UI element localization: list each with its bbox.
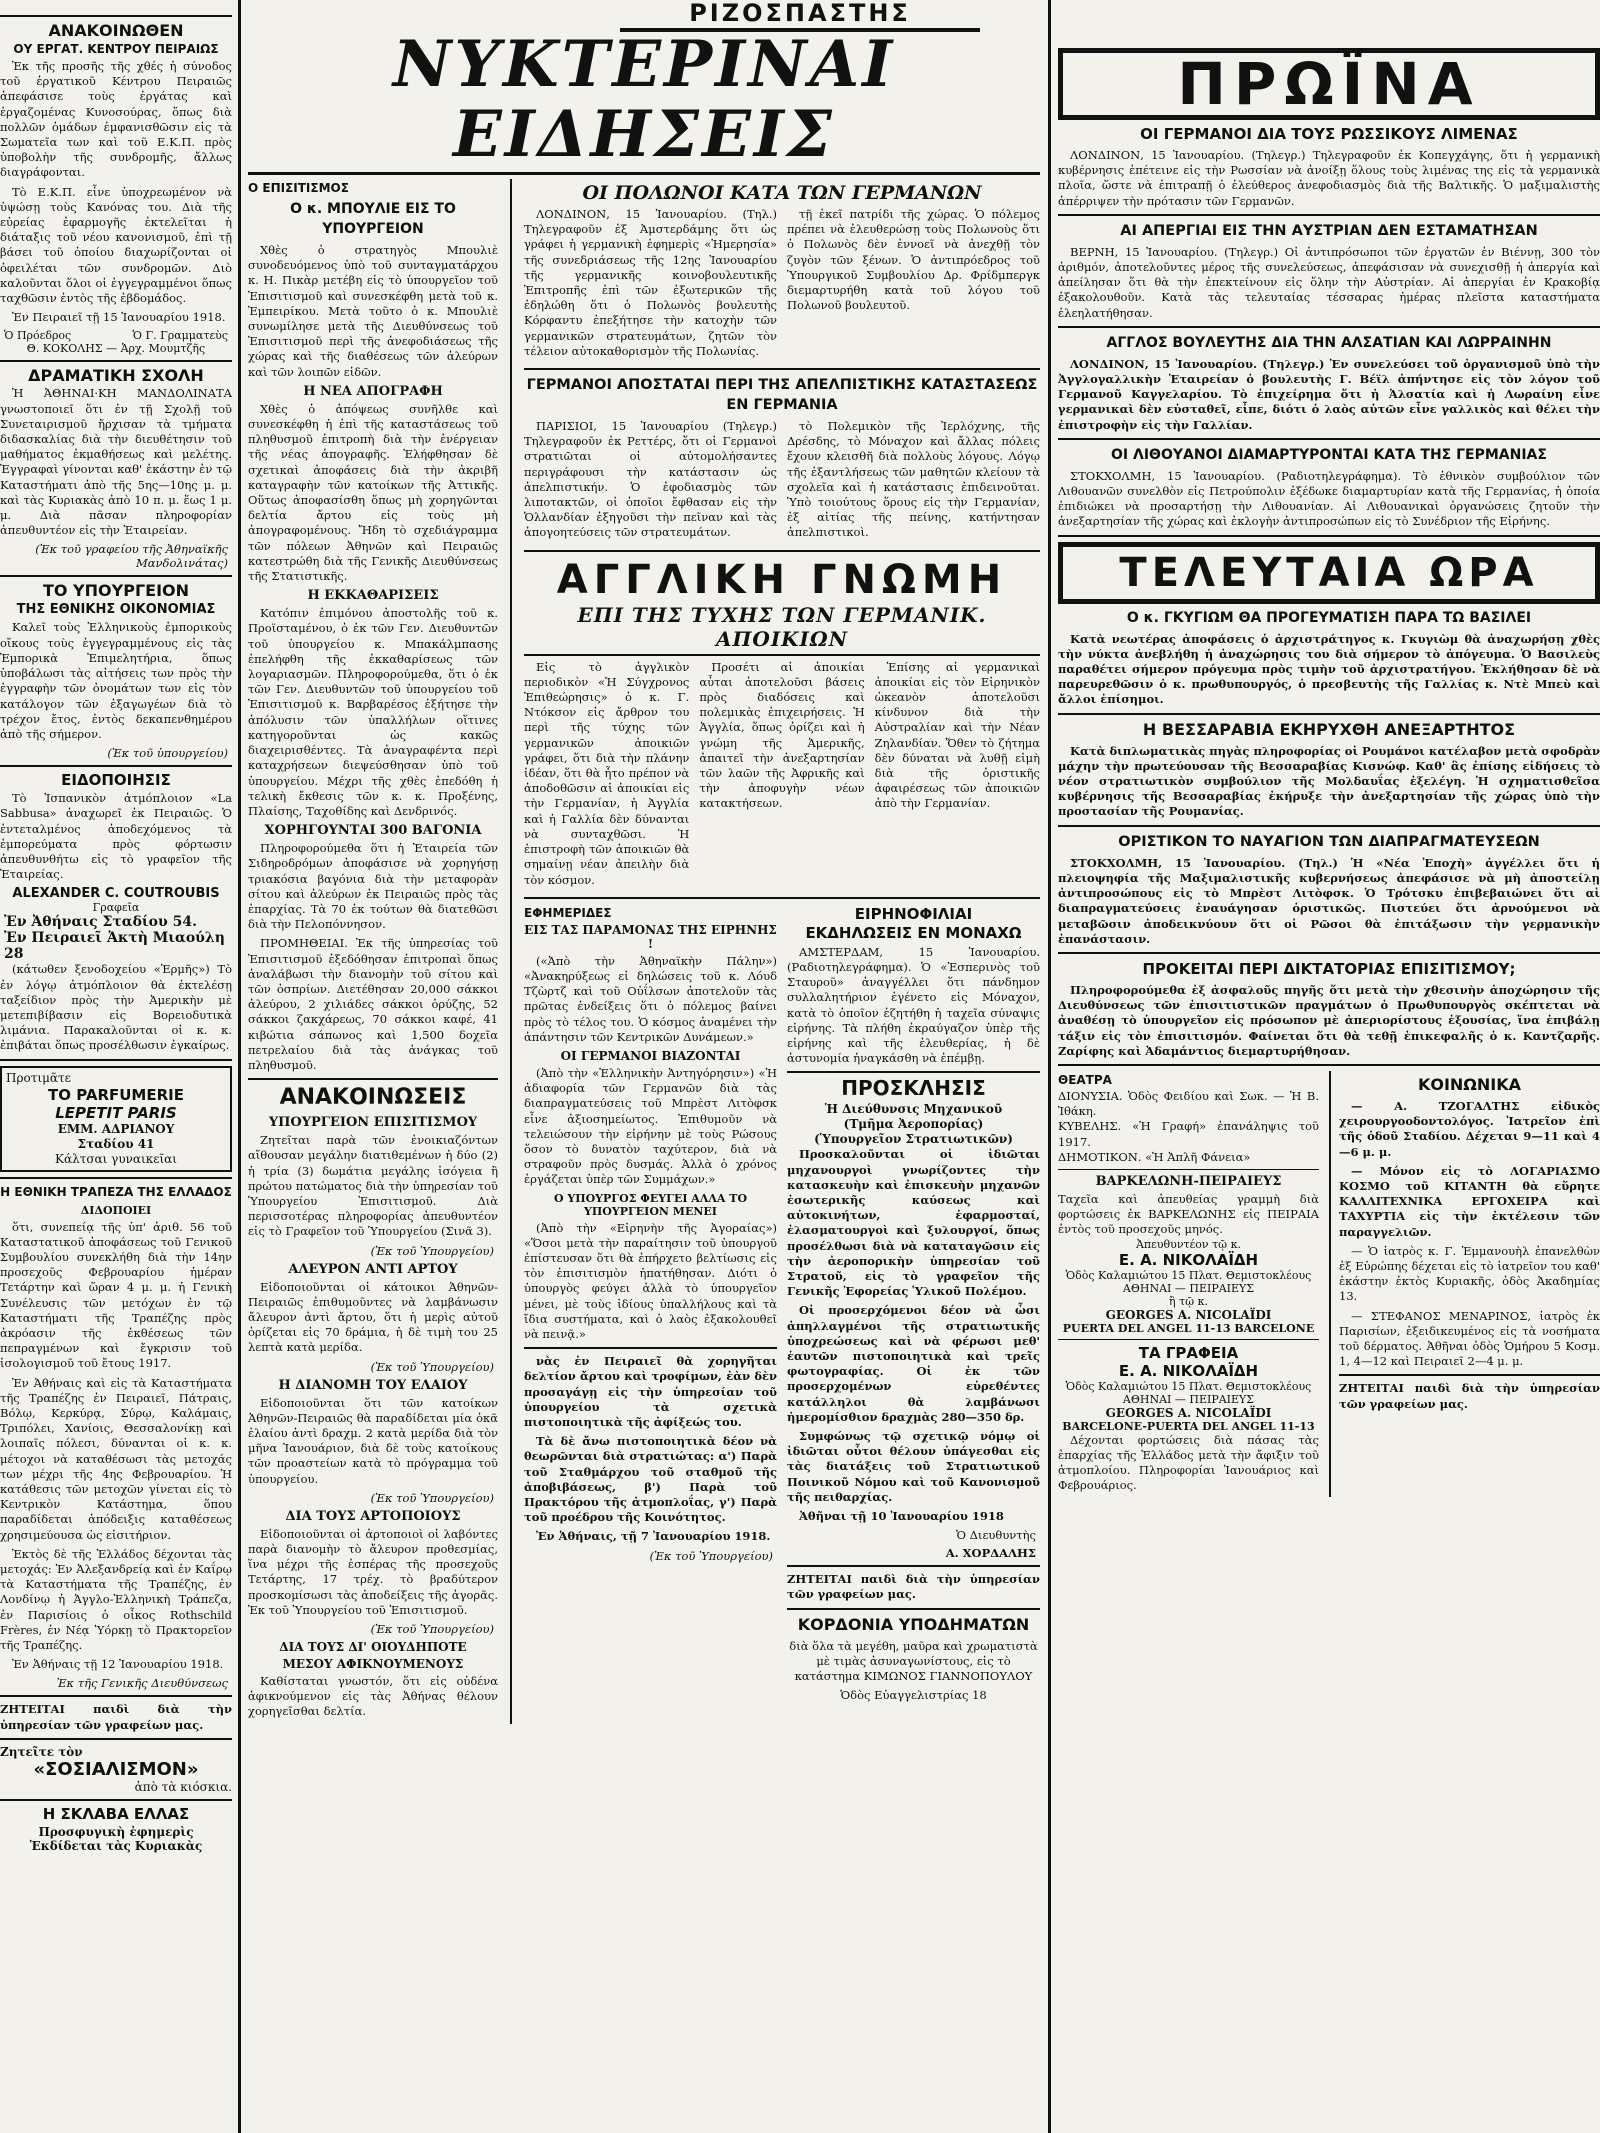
article-body: Οἱ προσερχόμενοι δέον νὰ ὦσι ἀπηλλαγμένοι τῆς στρατιωτικῆς ὑποχρεώσεως καὶ νὰ φέρωσι μεθ' ἑαυτῶν πιστοποιητικὰ καὶ τρεῖς φωτογραφίας. Οἱ ἐκ τῶν προσερχομένων εὑρεθέντες κατάλληλοι θὰ λαμβάνωσι ἡμερομίσθιον δραχμὰς 280—350 δρ. <box>787 1303 1040 1424</box>
article-signature: (Ἐκ τοῦ Ὑπουργείου) <box>370 1622 494 1637</box>
divider <box>0 1738 232 1740</box>
last-hour-title: ΤΕΛΕΥΤΑΙΑ ΩΡΑ <box>1058 542 1600 604</box>
section-title: ΝΥΚΤΕΡΙΝΑΙ ΕΙΔΗΣΕΙΣ <box>248 30 1040 175</box>
bank-body: Ἐκτὸς δὲ τῆς Ἑλλάδος δέχονται τὰς μετοχάς: Ἐν Ἀλεξανδρείᾳ καὶ ἐν Καΐρῳ τὰ Καταστήματα τῆς Τραπέζης, ἐν Λονδίνῳ ἡ Ἀγγλο-Ἑλληνικὴ Τράπεζα, ἐν Παρισίοις ὁ οἶκος Rothschild Frères, ἐν Νέᾳ Ὑόρκῃ τὸ Πρακτορεῖον τῆς Τραπέζης. <box>0 1546 232 1653</box>
article-signature: Α. ΧΟΡΔΑΛΗΣ <box>945 1546 1036 1561</box>
divider <box>524 897 1040 899</box>
signature-label: Ὁ Γ. Γραμματεὺς <box>132 329 228 343</box>
article-subheading: (Τμῆμα Ἀεροπορίας) <box>843 1117 984 1132</box>
article-body: νὰς ἐν Πειραιεῖ θὰ χορηγῆται δελτίον ἄρτου καὶ τροφίμων, ἐὰν δὲν προσαγάγῃ εἰς τὴν ὑπηρεσίαν τοῦ ὑπουργείου τὰ σχετικὰ πιστοποιητικὰ τῆς ἀφίξεώς του. <box>524 1354 777 1429</box>
ad-address: Σταδίου 41 <box>77 1136 155 1151</box>
article-body: ΣΤΟΚΧΟΛΜΗ, 15 Ἰανουαρίου. (Τηλ.) Ἡ «Νέα Ἐποχὴ» ἀγγέλλει ὅτι ἡ πλειοψηφία τῆς Μαξιμαλιστικῆς κυβερνήσεως ἀπεφάσισε νὰ μὴ ἀποστείλῃ ἀντιπροσώπους εἰς τὸ Μπρὲστ Λιτὸφσκ. Ὁ Τρότσκυ ἐπιβεβαιώνει ὅτι αἱ διαπραγματεύσεις ἐναυάγησαν ὁριστικῶς. Πιστεύει ὅτι ἀρνούμενοι νὰ μεταβῶσιν ἀποδεικνύουν ὅτι οἱ Ρῶσοι θὰ ἐπιτάξωσιν τὴν γερμανικὴν ἐπανάστασιν. <box>1058 855 1600 946</box>
divider <box>0 765 232 767</box>
announcements-heading: ΑΝΑΚΟΙΝΩΣΕΙΣ <box>279 1085 467 1111</box>
article-body: Πληροφορούμεθα ὅτι ἡ Ἑταιρεία τῶν Σιδηροδρόμων ἀποφάσισε νὰ χορηγήσῃ τριακόσια βαγόνια διὰ τὴν μεταφορὰν σίτου καὶ ἀλεύρων ἐκ Πειραιῶς πρὸς τὰς ἐπαρχίας. Τὰ 70 ἐκ τούτων θὰ διατεθῶσι διὰ τὴν Πελοπόννησον. <box>248 841 498 932</box>
article-body: Χθὲς ὁ ἀπόψεως συνῆλθε καὶ συνεσκέφθη ἡ ἐπὶ τῆς καταστάσεως τοῦ πληθυσμοῦ ἐπιτροπὴ διὰ τὴν ἐνέργειαν τῆς νέας ἀπογραφῆς. Ἐλήφθησαν δὲ σχετικαὶ ἀποφάσεις διὰ τὴν ἀκριβῆ καταγραφὴν τῶν κατοίκων τῆς Ἀττικῆς. Οὕτως ἀποφασίσθη ὅπως μὴ χορηγῶνται δελτία ἄρτου εἰς τοὺς μὴ ἀπογραφομένους. Ἤδη τὸ σχεδιάγραμμα τῶν πόλεων Ἀθηνῶν καὶ Πειραιῶς κατεστρώθη διὰ τῆς Γενικῆς Διευθύνσεως τῆς Στατιστικῆς. <box>248 401 498 584</box>
article-body: («Ἀπὸ τὴν Ἀθηναϊκὴν Πάλην») «Ἀνακηρύξεως εἰ δηλώσεις τοῦ κ. Λόυδ Τζὼρτζ καὶ τοῦ Οὐΐλσων ἀποτελοῦν τὰς πρῶτας ἐνδείξεις ὅτι ὁ πόλεμος βαίνει πρὸς τὸ τέλος του. Ὁ κόσμος ἀναμένει τὴν ἀπάντησιν τῶν Κεντρικῶν Δυνάμεων.» <box>524 953 777 1044</box>
article-heading: ΓΕΡΜΑΝΟΙ ΑΠΟΣΤΑΤΑΙ ΠΕΡΙ ΤΗΣ ΑΠΕΛΠΙΣΤΙΚΗΣ ΚΑΤΑΣΤΑΣΕΩΣ ΕΝ ΓΕΡΜΑΝΙΑ <box>526 377 1038 414</box>
divider <box>1058 326 1600 328</box>
divider <box>248 1078 498 1080</box>
ad-heading: ΚΟΡΔΟΝΙΑ ΥΠΟΔΗΜΑΤΩΝ <box>797 1614 1030 1634</box>
column-rule <box>238 0 241 2133</box>
bank-date: Ἐν Ἀθήναις τῇ 12 Ἰανουαρίου 1918. <box>12 1657 224 1672</box>
article-body: (Ἀπὸ τὴν «Ἑλληνικὴν Ἀντηγόρησιν») «Ἡ ἀδιαφορία τῶν Γερμανῶν διὰ τὰς διαπραγματεύσεις τοῦ Μπρὲστ Λιτὸφσκ εἶνε ἀξιοσημείωτος. Ἐπιθυμοῦν νὰ τελειώσουν τὴν εἰρήνην μὲ τοὺς Ρώσους ὅσον τὸ δυνατὸν ταχύτερον, διὰ νὰ στραφοῦν πρὸς δυσμάς. Ἀλλὰ ὁ χρόνος ἐργάζεται ὑπὲρ τῶν Συμμάχων.» <box>524 1065 777 1187</box>
notice-body: Τὸ Ἰσπανικὸν ἀτμόπλοιον «La Sabbusa» ἀναχωρεῖ ἐκ Πειραιῶς. Ὁ ἐντεταλμένος ἀποδεχόμενος τὰ ἐμπορεύματα πρὸς φόρτωσιν ἀπευθυνθήτω εἰς τὸ γραφεῖον τῆς Ἑταιρείας. <box>0 791 232 882</box>
divider <box>787 1565 1040 1567</box>
article-body: ΛΟΝΔΙΝΟΝ, 15 Ἰανουαρίου. (Τηλεγρ.) Τηλεγραφοῦν ἐκ Κοπεγχάγης, ὅτι ἡ γερμανικὴ κυβέρνησις ἐπέτεινε εἰς τὴν Ρωσσίαν νὰ ἀνοίξῃ ὅλους τοὺς λιμένας της εἰς τὰ γερμανικὰ πλοῖα, ὥστε νὰ ἐπιτραπῇ ὁ ἐλεύθερος ἀνεφοδιασμὸς διὰ τῆς Βαλτικῆς. Ὁ μαξιμαλιστὴς ἀπέρριψεν τὴν πρότασιν τῶν Γερμανῶν. <box>1058 148 1600 208</box>
article-heading: ΟΙ ΓΕΡΜΑΝΟΙ ΒΙΑΖΟΝΤΑΙ <box>560 1048 741 1063</box>
wanted-notice: ΖΗΤΕΙΤΑΙ παιδὶ διὰ τὴν ὑπηρεσίαν τῶν γραφείων μας. <box>787 1572 1040 1602</box>
article-heading: Ο κ. ΜΠΟΥΛΙΕ ΕΙΣ ΤΟ ΥΠΟΥΡΓΕΙΟΝ <box>290 201 456 237</box>
announcement-title: ΑΝΑΚΟΙΝΩΘΕΝ <box>48 21 184 40</box>
column-rule <box>1048 0 1051 2133</box>
article-subheading: ΕΠΙ ΤΗΣ ΤΥΧΗΣ ΤΩΝ ΓΕΡΜΑΝΙΚ. ΑΠΟΙΚΙΩΝ <box>524 603 1040 656</box>
agent-name: ALEXANDER C. COUTROUBIS <box>12 886 220 902</box>
social-item: — Α. ΤΖΟΓΑΛΤΗΣ εἰδικὸς χειρουργοοδοντολόγος. Ἰατρεῖον ἐπὶ τῆς ὁδοῦ Σταδίου. Δέχεται 9—11 καὶ 4—6 μ. μ. <box>1339 1098 1600 1159</box>
divider <box>0 575 232 577</box>
wanted-notice: ΖΗΤΕΙΤΑΙ παιδὶ διὰ τὴν ὑπηρεσίαν τῶν γραφείων μας. <box>0 1702 232 1732</box>
social-item: — Ὁ ἰατρὸς κ. Γ. Ἐμμανουὴλ ἐπανελθὼν ἐξ Εὐρώπης δέχεται εἰς τὸ ἰατρεῖον του καθ' ἑκάστην ἐκτὸς Κυριακῆς, ὁδὸς Ἀκαδημίας 13. <box>1339 1243 1600 1304</box>
divider <box>0 1059 232 1061</box>
announcement-body: Τὸ Ε.Κ.Π. εἶνε ὑποχρεωμένον νὰ ὑψώσῃ τοὺς Κανόνας του. Διὰ τῆς εὐρείας ἐφαρμογῆς ἐκτελεῖται ἡ διάταξις τοῦ νέου κανονισμοῦ, ἐπὶ τῇ βάσει τοῦ ὁποίου διαχωρίζονται οἱ ὀφειλέται τῶν συνδρομῶν. Διὸ καλοῦνται ὅλοι οἱ ἐγγεγραμμένοι ὅπως ταχθῶσιν ἐντὸς τῆς ἐβδομάδος. <box>0 184 232 306</box>
article-body: ΛΟΝΔΙΝΟΝ, 15 Ἰανουαρίου. (Τηλεγρ.) Ἐν συνελεύσει τοῦ ὀργανισμοῦ ὑπὸ τὴν Ἀγγλογαλλικὴν Ἑταιρείαν ὁ βουλευτὴς Γ. Βέϊλ ἀπήντησε εἰς τὸν λόγον τοῦ Γερμανοῦ Καγγελαρίου. Τὸ ἐπιχείρημα ὅτι ἡ Ἀλσατία καὶ ἡ Λωραίνη εἶνε γερμανικαὶ δὲν εὐσταθεῖ, εἶπε, διότι ὁ λαὸς αὐτῶν εἶνε γαλλικὸς καὶ θέλει τὴν ἐπιστροφὴν εἰς τὴν Γαλλίαν. <box>1058 356 1600 432</box>
article-columns <box>524 660 1040 892</box>
article-subheading: (Ὑπουργεῖον Στρατιωτικῶν) <box>814 1132 1013 1147</box>
agent-body: (κάτωθεν ξενοδοχείου «Ἐρμῆς») Τὸ ἐν λόγῳ ἀτμόπλοιον θὰ ἐκτελέσῃ ταξείδιον πρὸς τὴν Ἀμερικὴν μὲ μετεπιβίβασιν εἰς Βορειοδυτικὰ λιμάνια. Παρακαλοῦνται οἱ κ. κ. ἐπιβάται ὅπως προσέλθωσιν ἐγκαίρως. <box>0 962 232 1053</box>
announcement-subtitle: ΟΥ ΕΡΓΑΤ. ΚΕΝΤΡΟΥ ΠΕΙΡΑΙΩΣ <box>13 42 219 56</box>
section-label: Ο ΕΠΙΣΙΤΙΣΜΟΣ <box>248 181 349 195</box>
divider <box>787 1608 1040 1610</box>
article-heading: ΟΙ ΠΟΛΩΝΟΙ ΚΑΤΑ ΤΩΝ ΓΕΡΜΑΝΩΝ <box>582 182 982 204</box>
article-heading: ΟΙ ΓΕΡΜΑΝΟΙ ΔΙΑ ΤΟΥΣ ΡΩΣΣΙΚΟΥΣ ΛΙΜΕΝΑΣ <box>1140 125 1518 143</box>
divider <box>1058 1339 1319 1340</box>
ad-address: Ὁδὸς Εὐαγγελιστρίας 18 <box>840 1688 987 1703</box>
article-body: Τὰ δὲ ἄνω πιστοποιητικὰ δέον νὰ θεωρῶνται διὰ στρατιώτας: α') Παρὰ τοῦ Σταθμάρχου τοῦ σταθμοῦ τῆς ἀποβιβάσεως, β') Παρὰ τοῦ Πρακτόρου τῆς ἀτμοπλοΐας, γ') Παρὰ τοῦ προέδρου τῆς Κοινότητος. <box>524 1434 777 1525</box>
ministry-subtitle: ΤΗΣ ΕΘΝΙΚΗΣ ΟΙΚΟΝΟΜΙΑΣ <box>16 602 216 618</box>
social-item: — Μόνον εἰς τὸ ΛΟΓΑΡΙΑΣΜΟ ΚΟΣΜΟ τοῦ ΚΙΤΑΝΤΗ θὰ εὕρητε ΚΑΛΛΙΤΕΧΝΙΚΑ ΕΡΓΟΧΕΙΡΑ καὶ ΤΑΧΥΡΤΙΑ εἰς τὴν ἐκτέλεσιν τῶν παραγγελιῶν. <box>1339 1163 1600 1239</box>
article-heading: ΑΛΕΥΡΟΝ ΑΝΤΙ ΑΡΤΟΥ <box>288 1261 458 1277</box>
sklava-title: Η ΣΚΛΑΒΑ ΕΛΛΑΣ <box>42 1804 190 1823</box>
article-signature: (Ἐκ τοῦ Ὑπουργείου) <box>370 1359 494 1374</box>
divider <box>0 1695 232 1697</box>
ad-agent: GEORGES A. NICOLAÏDI <box>1105 1405 1272 1420</box>
ad-prefix: Προτιμᾶτε <box>6 1070 71 1085</box>
article-body: Εἰδοποιοῦνται ὅτι τῶν κατοίκων Ἀθηνῶν-Πειραιῶς θὰ παραδίδεται μία ὀκᾶ ἐλαίου ἀντὶ δραχμ. 2 κατὰ μερίδα διὰ τὸν μῆνα Ἰανουάριον, διὰ δὲ τοὺς κατοίκους τῶν προαστείων κατὰ τὸ πρόγραμμα τοῦ ὑπουργείου. <box>248 1395 498 1486</box>
notice-title: ΕΙΔΟΠΟΙΗΣΙΣ <box>61 771 171 790</box>
left-column <box>0 10 232 2133</box>
drama-school-title: ΔΡΑΜΑΤΙΚΗ ΣΧΟΛΗ <box>28 366 204 386</box>
divider <box>1058 1169 1319 1170</box>
masthead: ΡΙΖΟΣΠΑΣΤΗΣ <box>620 0 980 32</box>
agent-address: Ἐν Ἀθήναις Σταδίου 54. <box>4 914 197 931</box>
ministry-body: Καλεῖ τοὺς Ἑλληνικοὺς ἐμπορικοὺς οἴκους τοὺς ἐγγεγραμμένους εἰς τὰς Ἐμπορικὰ Ἐπιμελητήρια, ὅπως ὑποβάλωσι τὰς αἰτήσεις των πρὸς τὴν ἐγγραφὴν τῶν ὀνομάτων των εἰς τὸν κατάλογον τῶν ἐξαγωγέων διὰ τὸ τρέχον ἔτος, ἐντὸς δεκαπενθημέρου ἀπὸ τῆς σήμερον. <box>0 620 232 741</box>
ad-name: LEPETIT PARIS <box>55 1103 177 1122</box>
article-body: Εἰδοποιοῦνται οἱ ἀρτοποιοὶ οἱ λαβόντες παρὰ διανομὴν τὸ ἄλευρον προθεσμίας, ἵνα μέχρι τῆς ἐσπέρας τῆς προσεχοῦς Τετάρτης, 17 τρέχ. τὸ βραδύτερον προσκομίσωσι τὰς ἀποδείξεις τῆς ἀγορᾶς. Ἐκ τοῦ Ὑπουργείου τοῦ Ἐπισιτισμοῦ. <box>248 1526 498 1617</box>
bank-signature: Ἐκ τῆς Γενικῆς Διευθύνσεως <box>56 1676 228 1691</box>
article-heading: ΔΙΑ ΤΟΥΣ ΔΙ' ΟΙΟΥΔΗΠΟΤΕ <box>279 1640 467 1655</box>
drama-school-body: Ἡ ἈΘΗΝΑΙ·ΚΗ ΜΑΝΔΟΛΙΝΑΤΑ γνωστοποιεῖ ὅτι ἐν τῇ Σχολῇ τοῦ Συνεταιρισμοῦ ἤρχισαν τὰ τμήματα διδασκαλίας διὰ τὴν διευθέτησιν τοῦ μαθήματος ἐκμαθήσεως καὶ μελέτης. Ἐγγραφαὶ γίνονται καθ' ἑκάστην ἐν τῷ Καταστήματι ἀπὸ τῆς 5ης—10ης μ. μ. καὶ τὰς Κυριακὰς ἀπὸ 10 π. μ. ἕως 1 μ. μ. Διὰ πᾶσαν πληροφορίαν ἀπευθυντέον εἰς τὴν Ἑταιρείαν. <box>0 386 232 538</box>
ad-line: ἢ τῷ κ. <box>1168 1294 1208 1308</box>
column-rule <box>510 179 512 1724</box>
theaters-column <box>1058 1071 1319 1497</box>
divider <box>1058 713 1600 715</box>
section-label: ΚΟΙΝΩΝΙΚΑ <box>1417 1074 1522 1094</box>
social-column <box>1329 1071 1600 1497</box>
article-heading: ΑΙ ΑΠΕΡΓΙΑΙ ΕΙΣ ΤΗΝ ΑΥΣΤΡΙΑΝ ΔΕΝ ΕΣΤΑΜΑΤΗΣΑΝ <box>1120 222 1538 239</box>
article-body: Εἰς τὸ ἀγγλικὸν περιοδικὸν «Ἡ Σύγχρονος Ἐπιθεώρησις» ὁ κ. Γ. Ντόκσον εἰς ἄρθρον του περὶ τῆς τύχης τῶν γερμανικῶν ἀποικιῶν γράφει, ὅτι διὰ τὴν πλάνην ἰδέαν, ὅτι θὰ ἦτο πρέπον νὰ ἀποδοθῶσιν αἱ ἀποικίαι εἰς τὴν Γερμανίαν, ἡ Ἀγγλία καὶ ἡ Γαλλία δὲν δύνανται νὰ συνταχθῶσι. Ἡ ἐπιστροφὴ τῶν ἀποικιῶν θὰ σημαίνῃ νέαν ἀπειλὴν διὰ τὸν κόσμον. <box>524 659 690 887</box>
theater-listing: ΔΙΟΝΥΣΙΑ. Ὁδὸς Φειδίου καὶ Σωκ. — Ἡ Β. Ἰθάκη. <box>1058 1088 1319 1119</box>
article-body: Εἰδοποιοῦνται οἱ κάτοικοι Ἀθηνῶν-Πειραιῶς ἐπιθυμοῦντες νὰ λαμβάνωσιν ἄλευρον ἀντὶ ἄρτου, ὅτι ἡ μερὶς αὐτοῦ ὁρίζεται εἰς 70 δράμια, ἡ δὲ τιμὴ του 25 λεπτὰ κατὰ μερίδα. <box>248 1279 498 1355</box>
article-heading: Ο ΥΠΟΥΡΓΟΣ ΦΕΥΓΕΙ ΑΛΛΑ ΤΟ ΥΠΟΥΡΓΕΙΟΝ ΜΕΝΕΙ <box>553 1191 748 1218</box>
article-heading: ΠΡΟΣΚΛΗΣΙΣ <box>841 1076 986 1101</box>
section-label: ΘΕΑΤΡΑ <box>1058 1072 1112 1087</box>
ad-body: Ταχεῖα καὶ ἀπευθείας γραμμὴ διὰ φορτώσεις ἐκ ΒΑΡΚΕΛΩΝΗΣ εἰς ΠΕΙΡΑΙΑ ἐντὸς τοῦ προσεχοῦς μηνός. <box>1058 1191 1319 1237</box>
article-body: Χθὲς ὁ στρατηγὸς Μπουλιὲ συνοδευόμενος ὑπὸ τοῦ συνταγματάρχου κ. Η. Πικὰρ μετέβη εἰς τὸ ὑπουργεῖον τοῦ Ἐπισιτισμοῦ καὶ συνεσκέφθη μετὰ τοῦ κ. Ἐμπειρίκου. Μετὰ τοῦτο ὁ κ. Μπουλιὲ συνωμίλησε μετὰ τῆς Διευθύνσεως τοῦ Ἐπισιτισμοῦ περὶ τῆς ἀνεφοδιάσεως τῆς χώρας καὶ τῆς διαθέσεως τῶν ἀλεύρων καὶ τῶν λοιπῶν εἰδῶν. <box>248 243 498 379</box>
middle-column <box>248 10 1040 2133</box>
morning-title: ΠΡΩΪΝΑ <box>1058 48 1600 120</box>
ad-owner: ΕΜΜ. ΑΔΡΙΑΝΟΥ <box>57 1121 175 1136</box>
ad-address: BARCELONE-PUERTA DEL ANGEL 11-13 <box>1062 1419 1315 1433</box>
bank-subtitle: ΔΙΔΟΠΟΙΕΙ <box>80 1203 152 1217</box>
ad-prefix: Ζητεῖτε τὸν <box>0 1744 83 1759</box>
article-heading: Η ΒΕΣΣΑΡΑΒΙΑ ΕΚΗΡΥΧΘΗ ΑΝΕΞΑΡΤΗΤΟΣ <box>1142 719 1516 739</box>
article-signature: (Ἐκ τοῦ Ὑπουργείου) <box>649 1548 773 1563</box>
announcement-body: Ἐκ τῆς προσῆς τῆς χθές ἡ σύνοδος τοῦ ἐργατικοῦ Κέντρου Πειραιῶς ἀπεφάσισε τοὺς ἐργάτας καὶ ἐργαζομένας Κυνοσούρας, ὅπως διὰ πολλῶν ὁμάδων ἐμφανισθῶσιν εἰς τὰ Σωματεῖα των καὶ τοῦ Ε.Κ.Π. πρὸς ὑποβολὴν τῆς συνδρομῆς, ἄλλως διαγράφονται. <box>0 59 232 180</box>
divider <box>1058 952 1600 954</box>
announcements-subheading: ΥΠΟΥΡΓΕΙΟΝ ΕΠΙΣΙΤΙΣΜΟΥ <box>268 1115 478 1131</box>
article-body: Κατὰ διπλωματικὰς πηγὰς πληροφορίας οἱ Ρουμάνοι κατέλαβον μετὰ σφοδρὰν μάχην τὴν πρωτεύουσαν τῆς Βεσσαραβίας Κισνώφ. Καθ' ἃς ἐπίσης εἰδήσεις τὸ νέον στρατιωτικὸν συμβούλιον τῆς Μολδαυΐας ἐξελέγη. Ἡ σχηματισθεῖσα κυβέρνησις τῆς Βεσσαραβίας ἐκήρυξε τὴν ἀνεξαρτησίαν τῆς χώρας ὑπὸ τὴν προστασίαν τῆς Ρουμανίας. <box>1058 743 1600 819</box>
food-column <box>248 179 498 1724</box>
socialism-ad-sub: ἀπὸ τὰ κιόσκια. <box>134 1779 232 1794</box>
newspapers-column <box>524 904 777 1703</box>
right-column <box>1058 10 1600 2133</box>
signature-row <box>0 329 232 342</box>
announcement-date: Ἐν Πειραιεῖ τῇ 15 Ἰανουαρίου 1918. <box>12 310 226 325</box>
ad-address: Ὁδὸς Καλαμιώτου 15 Πλατ. Θεμιστοκλέους ΑΘΗΝΑΙ — ΠΕΙΡΑΙΕΥΣ <box>1065 1379 1312 1406</box>
article-heading: Ο κ. ΓΚΥΓΙΩΜ ΘΑ ΠΡΟΓΕΥΜΑΤΙΣΗ ΠΑΡΑ ΤΩ ΒΑΣΙΛΕΙ <box>1126 609 1532 626</box>
article-body: τὸ Πολεμικὸν τῆς Ἰερλόχνης, τῆς Δρέσδης, τὸ Μόναχον καὶ ἄλλας πόλεις ἔχουν κλεισθῆ διὰ πολλοὺς λόγους. Λόγῳ τῆς ἐξαντλήσεως τῶν μαθητῶν κλείουν τὰ σχολεῖα καὶ ἡ κατάστασις ἐπιδεινοῦται. Ὑπὸ τοιούτους ὅρους εἰς τὴν Γερμανίαν, ἐξ αἰτίας τῆς πείνης, κατήντησαν ἀπελπιστικοὶ. <box>787 419 1040 540</box>
ad-heading: ΤΑ ΓΡΑΦΕΙΑ <box>1138 1343 1239 1362</box>
signature-names: Θ. ΚΟΚΟΛΗΣ — Ἀρχ. Μουμτζῆς <box>26 342 206 356</box>
agent-sub: Γραφεῖα <box>92 901 140 915</box>
middle-upper <box>248 179 1040 1724</box>
social-item: — ΣΤΕΦΑΝΟΣ ΜΕΝΑΡΙΝΟΣ, ἰατρὸς ἐκ Παρισίων, ἐξειδικευμένος εἰς τὰ νοσήματα τοῦ δέρματος. Ἀθῆναι ὁδὸς Ὁμήρου 5 Κοσμ. 1, 4—12 καὶ Πειραιεῖ 2—4 μ. μ. <box>1339 1308 1600 1369</box>
ad-tagline: Κάλτσαι γυναικεῖαι <box>55 1151 177 1166</box>
divider <box>0 1799 232 1801</box>
ad-address: PUERTA DEL ANGEL 11-13 BARCELONE <box>1062 1321 1315 1335</box>
sklava-sub: Προσφυγικὴ ἐφημερὶς <box>38 1824 194 1839</box>
article-subheading: ΜΕΣΟΥ ΑΦΙΚΝΟΥΜΕΝΟΥΣ <box>282 1657 464 1672</box>
bank-body: ὅτι, συνεπείᾳ τῆς ὑπ' ἀριθ. 56 τοῦ Καταστατικοῦ ἀποφάσεως τοῦ Γενικοῦ Συμβουλίου συνεκλήθη διὰ τὴν 14ην προσεχοῦς Φεβρουαρίου ἡμέραν Τετάρτην καὶ ὥραν 4 μ. μ. ἡ Γενικὴ Συνέλευσις τῶν μετόχων ἐν τῷ Καταστήματι τῆς Τραπέζης πρὸς ἀκρόασιν τῆς ἐκθέσεως τῶν πεπραγμένων καὶ ἔγκρισιν τοῦ ἰσολογισμοῦ τοῦ ἔτους 1917. <box>0 1219 232 1371</box>
article-heading: ΕΚΔΗΛΩΣΕΙΣ ΕΝ ΜΟΝΑΧΩ <box>805 923 1022 942</box>
divider <box>1058 214 1600 216</box>
article-heading: ΟΙ ΛΙΘΟΥΑΝΟΙ ΔΙΑΜΑΡΤΥΡΟΝΤΑΙ ΚΑΤΑ ΤΗΣ ΓΕΡΜΑΝΙΑΣ <box>1111 446 1547 463</box>
article-body: ΠΡΟΜΗΘΕΙΑΙ. Ἐκ τῆς ὑπηρεσίας τοῦ Ἐπισιτισμοῦ ἐξεδόθησαν ἐπιτροπαὶ ὅπως ἀναλάβωσι τὴν διανομὴν τοῦ σίτου καὶ τῶν ὀσπρίων. Διετέθησαν 20,000 σάκκοι ἀλεύρου, 2 χιλιάδες σάκκοι ὀρύζης, 52 σάκκοι ζακχάρεως, 70 σάκκοι καφέ, 41 κιβώτια σάπωνος καὶ 1,500 δοχεῖα πετρελαίου διὰ τὰς ἀνάγκας τοῦ πληθυσμοῦ. <box>248 936 498 1072</box>
article-signature: Ὁ Διευθυντὴς <box>956 1528 1036 1543</box>
peace-column <box>787 904 1040 1703</box>
divider <box>1058 1064 1600 1066</box>
article-body: ΛΟΝΔΙΝΟΝ, 15 Ἰανουαρίου. (Τηλ.) Τηλεγραφοῦν ἐξ Ἀμστερδάμης ὅτι ὡς γράφει ἡ γερμανικὴ ἐφημερὶς «Ἡμερησία» τῆς συνεδριάσεως τῆς 12ης Ἰανουαρίου τῆς γερμανικῆς κοινοβουλευτικῆς Ἐπιτροπῆς ἐπὶ τῶν ἐξωτερικῶν τῆς ἐδηλώθη ὅτι ὁ Πολωνὸς βουλευτὴς Κόρφαντυ ἐπεξήτησε τὴν κατοχὴν τῶν γερμανικῶν στρατευμάτων, ζητῶν τὸν τέλειον αὐτοκαθορισμὸν τῆς Πολωνίας. <box>524 207 777 358</box>
article-columns <box>524 207 1040 363</box>
ad-body: διὰ ὅλα τὰ μεγέθη, μαῦρα καὶ χρωματιστὰ μὲ τιμὰς ἀσυναγωνίστους, εἰς τὸ κατάστημα ΚΙΜΩΝΟΣ ΓΙΑΝΝΟΠΟΥΛΟΥ <box>789 1638 1038 1684</box>
article-subheading: Ἡ Διεύθυνσις Μηχανικοῦ <box>824 1102 1003 1117</box>
bank-body: Ἐν Ἀθήναις καὶ εἰς τὰ Καταστήματα τῆς Τραπέζης ἐν Πειραιεῖ, Πάτραις, Βόλῳ, Κερκύρᾳ, Σύρῳ, Καλάμαις, Τριπόλει, Χανίοις, Θεσσαλονίκῃ καὶ λοιπαῖς πόλεσι, δύνανται οἱ κ. κ. μέτοχοι νὰ καταθέσωσι τὰς μετοχάς των μέχρι τῆς 4ης Φεβρουαρίου. Ἡ κατάθεσις τῶν μετοχῶν γίνεται εἰς τὸ Κεντρικὸν Κατάστημα, ὅπου παραδίδεται ἀπόδειξις καταθέσεως χρησιμεύουσα ὡς εἰσιτήριον. <box>0 1375 232 1542</box>
article-body: Πληροφορούμεθα ἐξ ἀσφαλοῦς πηγῆς ὅτι μετὰ τὴν χθεσινὴν ἀποχώρησιν τῆς Διευθύνσεως τῶν ἐπισιτιστικῶν πραγμάτων ὁ Πρωθυπουργὸς σκέπτεται νὰ ἀναθέσῃ τὸ ὑπουργεῖον εἰς πρόσωπον μὲ ἀπεριορίστους ἐξουσίας, ἵνα ἐπιβάλῃ τάξιν εἰς τὸν ἐπισιτισμόν. Φαίνεται ὅτι θὰ τεθῇ ἐπικεφαλῆς ὁ κ. Καντζαρῆς. Ζαρίφης καὶ Ἀδαμάντιος διεμαρτυρήθησαν. <box>1058 982 1600 1058</box>
ad-line: Ἀπευθυντέον τῷ κ. <box>1135 1237 1242 1251</box>
article-heading: Η ΝΕΑ ΑΠΟΓΡΑΦΗ <box>303 383 443 399</box>
ad-address: Ὁδὸς Καλαμιώτου 15 Πλατ. Θεμιστοκλέους ΑΘΗΝΑΙ — ΠΕΙΡΑΙΕΥΣ <box>1065 1268 1312 1295</box>
divider <box>1058 825 1600 827</box>
sklava-sub: Ἐκδίδεται τὰς Κυριακὰς <box>29 1838 203 1853</box>
article-body: ΠΑΡΙΣΙΟΙ, 15 Ἰανουαρίου (Τηλεγρ.) Τηλεγραφοῦν ἐκ Ρεττέρς, ὅτι οἱ Γερμανοὶ στρατιῶται οἱ αὐτομολήσαντες περιγράφουσι τὴν κατάστασιν ὡς ἀπελπιστικήν. Ὁ ἐφοδιασμὸς τῶν λιποτακτῶν, οἱ ὁποῖοι ἔφθασαν εἰς τὴν Ὁλλανδίαν ἐξηγοῦσι τὴν πεῖναν καὶ τὰς ἀπογοητεύσεις τῶν στρατευμάτων. <box>524 419 777 540</box>
perfumery-ad <box>0 1066 232 1172</box>
right-lower-columns <box>1058 1071 1600 1497</box>
signature-label: Ὁ Πρόεδρος <box>4 329 72 343</box>
ad-name: ΤΟ PARFUMERIE <box>48 1085 184 1104</box>
theater-listing: ΔΗΜΟΤΙΚΟΝ. «Ἡ Ἀπλῆ Φάνεια» <box>1058 1149 1251 1164</box>
article-body: Ἐπίσης αἱ γερμανικαὶ ἀποικίαι εἰς τὸν Εἰρηνικὸν ὠκεανὸν ἀποτελοῦσι κίνδυνον διὰ τὴν Αὐστραλίαν καὶ τὴν Νέαν Ζηλανδίαν. Ὅθεν τὸ ζήτημα δὲν δύναται νὰ λυθῇ εἰμὴ διὰ τῆς ὁριστικῆς ἀφαιρέσεως τῶν ἀποικιῶν ἀπὸ τὴν Γερμανίαν. <box>874 659 1040 811</box>
article-heading: ΑΓΓΛΟΣ ΒΟΥΛΕΥΤΗΣ ΔΙΑ ΤΗΝ ΑΛΣΑΤΙΑΝ ΚΑΙ ΛΩΡΡΑΙΝΗΝ <box>1106 334 1552 351</box>
ad-heading: ΒΑΡΚΕΛΩΝΗ-ΠΕΙΡΑΙΕΥΣ <box>1095 1173 1282 1189</box>
article-body: ΒΕΡΝΗ, 15 Ἰανουαρίου. (Τηλεγρ.) Οἱ ἀντιπρόσωποι τῶν ἐργατῶν ἐν Βιέννῃ, 300 τὸν ἀριθμόν, ἀποτελοῦντες μέρος τῆς συνελεύσεως, ἀπεφάσισαν νὰ συνεχισθῇ ἡ ἀπεργία καὶ ἀπείλησαν ὅτι θὰ τὴν ἐπεκτείνουν εἰς ὅλην τὴν Αὐστρίαν. Αἱ ἀπεργίαι ἐν Κρακοβίᾳ ἐξακολουθοῦν. Κατὰ τὰς τελευταίας τέσσαρας ἡμέρας πλεῖστα καταστήματα ἐλεηλατήθησαν. <box>1058 244 1600 320</box>
article-heading: ΑΓΓΛΙΚΗ ΓΝΩΜΗ <box>556 556 1008 603</box>
ad-agent: Ε. Α. ΝΙΚΟΛΑΪΔΗ <box>1118 1250 1259 1269</box>
news-column <box>524 179 1040 1724</box>
article-heading: Η ΕΚΚΑΘΑΡΙΣΕΙΣ <box>307 588 439 604</box>
ministry-title: ΤΟ ΥΠΟΥΡΓΕΙΟΝ <box>42 581 190 601</box>
lower-columns <box>524 904 1040 1703</box>
article-body: Προσέτι αἱ ἀποικίαι αὗται ἀποτελοῦσι βάσεις πρὸς διαδόσεις καὶ πολεμικὰς ἐπιχειρήσεις. Ἡ Ἀγγλία, ὅπως ὁρίζει καὶ ἡ γνώμη τῆς Ἀμερικῆς, ἀπαιτεῖ τὴν ἀνεξαρτησίαν τῶν λαῶν τῆς Ἀφρικῆς καὶ τὴν ἀποφυγὴν νέων κατακτήσεων. <box>699 659 865 811</box>
article-heading: ΕΙΣ ΤΑΣ ΠΑΡΑΜΟΝΑΣ ΤΗΣ ΕΙΡΗΝΗΣ ! <box>524 922 777 951</box>
divider <box>1339 1374 1600 1376</box>
divider <box>0 360 232 362</box>
article-heading: Η ΔΙΑΝΟΜΗ ΤΟΥ ΕΛΑΙΟΥ <box>278 1377 468 1393</box>
divider <box>787 1071 1040 1073</box>
divider <box>1058 438 1600 440</box>
ad-agent: Ε. Α. ΝΙΚΟΛΑΪΔΗ <box>1118 1361 1259 1380</box>
wanted-notice: ΖΗΤΕΙΤΑΙ παιδὶ διὰ τὴν ὑπηρεσίαν τῶν γραφείων μας. <box>1339 1381 1600 1411</box>
article-columns <box>524 419 1040 545</box>
article-body: (Ἀπὸ τὴν «Εἰρηνὴν τῆς Ἀγοραίας») «Ὅσοι μετὰ τὴν παραίτησιν τοῦ ὑπουργοῦ ἐπίστευσαν ὅτι θὰ ἐπήρχετο βελτίωσις εἰς τὸν ἐπισιτισμὸν ἠπατήθησαν. Διότι ὁ ὑπουργὸς φεύγει ἀλλὰ τὸ ὑπουργεῖον μένει, μὲ τοὺς ἰδίους ὑπαλλήλους καὶ τὰ ἴδια συστήματα, καὶ ὁ λαὸς ἐξακολουθεῖ νὰ πεινᾷ.» <box>524 1220 777 1341</box>
article-signature: (Ἐκ τοῦ Ὑπουργείου) <box>370 1243 494 1258</box>
article-heading: ΟΡΙΣΤΙΚΟΝ ΤΟ ΝΑΥΑΓΙΟΝ ΤΩΝ ΔΙΑΠΡΑΓΜΑΤΕΥΣΕΩΝ <box>1118 833 1540 850</box>
article-body: ΣΤΟΚΧΟΛΜΗ, 15 Ἰανουαρίου. (Ραδιοτηλεγράφημα). Τὸ ἐθνικὸν συμβούλιον τῶν Λιθουανῶν συνελθὸν εἰς Πετρούπολιν ἐξέδωκε διαμαρτυρίαν κατὰ τῆς Γερμανίας, ἡ ὁποία ἐπιδιώκει νὰ προσαρτήσῃ τὴν Λιθουανίαν. Αἱ Λιθουανικαὶ ὀργανώσεις ζητοῦν τὴν ἀνεξαρτησίαν τῆς χώρας καὶ ἐκλογὴν ἀντιπροσώπων εἰς τὸ Συνέδριον τῆς Εἰρήνης. <box>1058 468 1600 529</box>
socialism-ad: «ΣΟΣΙΑΛΙΣΜΟΝ» <box>33 1758 199 1780</box>
article-body: Συμφώνως τῷ σχετικῷ νόμῳ οἱ ἰδιῶται οὗτοι θέλουν ὑπάγεσθαι εἰς τὰς διατάξεις τοῦ Στρατιωτικοῦ Ποινικοῦ Νόμου καὶ τοῦ Κανονισμοῦ τῆς πειθαρχίας. <box>787 1428 1040 1504</box>
divider <box>524 550 1040 552</box>
ministry-signature: (Ἐκ τοῦ ὑπουργείου) <box>107 746 228 761</box>
article-body: Προσκαλοῦνται οἱ ἰδιῶται μηχανουργοὶ γνωρίζοντες τὴν κατασκευὴν καὶ ἐπισκευὴν μηχανῶν ἐσωτερικῆς καύσεως καὶ αὐτοκινήτων, ἐφαρμοσταί, ἐλασματουργοὶ καὶ ξυλουργοί, ὅπως προσέλθωσι διὰ νὰ καταταγῶσιν εἰς τὴν ἀεροπορικὴν ὑπηρεσίαν τοῦ Στρατοῦ, εἰς τὸ γραφεῖον τῆς Γενικῆς Ἐφορείας Ὑλικοῦ Πολέμου. <box>787 1147 1040 1299</box>
drama-school-signature: (Ἐκ τοῦ γραφείου τῆς Ἀθηναϊκῆς Μανδολινάτας) <box>35 542 228 571</box>
ad-agent: GEORGES A. NICOLAÏDI <box>1105 1307 1272 1322</box>
theater-listing: ΚΥΒΕΛΗΣ. «Ἡ Γραφή» ἐπανάληψις τοῦ 1917. <box>1058 1119 1319 1149</box>
divider <box>524 368 1040 370</box>
ad-body: Δέχονται φορτώσεις διὰ πάσας τὰς ἐπαρχίας τῆς Ἑλλάδος μετὰ τὴν ἄφιξιν τοῦ ἀτμοπλοίου. Πληροφορίαι Ἰανουάριος καὶ Φεβρουάριος. <box>1058 1432 1319 1493</box>
article-heading: ΔΙΑ ΤΟΥΣ ΑΡΤΟΠΟΙΟΥΣ <box>285 1508 461 1524</box>
article-heading: ΠΡΟΚΕΙΤΑΙ ΠΕΡΙ ΔΙΚΤΑΤΟΡΙΑΣ ΕΠΙΣΙΤΙΣΜΟΥ; <box>1142 959 1516 978</box>
article-heading: ΧΟΡΗΓΟΥΝΤΑΙ 300 ΒΑΓΟΝΙΑ <box>264 823 482 839</box>
divider <box>0 15 232 17</box>
divider <box>0 1177 232 1179</box>
article-body: Κατόπιν ἐπιμόνου ἀποστολῆς τοῦ κ. Προϊσταμένου, ὁ ἐκ τῶν Γεν. Διευθυντῶν τοῦ ὑπουργείου κ. Μπακάλμπασης ἐπελήφθη τῆς ἐκκαθαρίσεως τῶν λογαριασμῶν. Πληροφορούμεθα, ὅτι ὁ ἐκ τῶν Γεν. Διευθυντῶν τοῦ ὑπουργείου τοῦ Ἐπισιτισμοῦ κ. Βαρβαρέσος ἐξήτησε τὴν ἀπόλυσιν τῶν ὑπαλλήλων οἵτινες κατηγοροῦνται ὡς κακῶς διαχειρισθέντες. Τὰ ἀναγραφέντα περὶ καταχρήσεων διεψεύσθησαν ὑπὸ τοῦ ὑπουργείου. Μέχρι τῆς χθὲς ἐπεδόθη ἡ τελικὴ ἔκθεσις τῶν κ. κ. Προξένης, Πλαίσης, Ταχοθίδης καὶ Δενδρινός. <box>248 606 498 818</box>
article-body: Ζητεῖται παρὰ τῶν ἐνοικιαζόντων αἴθουσαν μεγάλην διατιθεμένων ἡ δύο (2) ἡ τρία (3) δωμάτια μεγάλης ἰσόγεια ἢ πρώτου πατώματος διὰ τὴν ὑπηρεσίαν τοῦ Ὑπουργείου Ἐπισιτισμοῦ. Διὰ περισσοτέρας πληροφορίας ἀπευθυντέον εἰς τὸ Γραφεῖον τοῦ Ὑπουργείου (Σινᾶ 3). <box>248 1133 498 1239</box>
article-body: Καθίσταται γνωστόν, ὅτι εἰς οὐδένα ἀφικνούμενον εἰς τὰς Ἀθήνας θέλουν χορηγεῖσθαι δελτία. <box>248 1674 498 1719</box>
article-body: ΑΜΣΤΕΡΔΑΜ, 15 Ἰανουαρίου. (Ραδιοτηλεγράφημα). Ὁ «Ἐσπερινὸς τοῦ Σταυροῦ» ἀναγγέλλει ὅτι πάνδημον συλλαλητήριον ἐγένετο εἰς Μόναχον, κατὰ τὸ ὁποῖον ἐζητήθη ἡ ταχεῖα σύναψις εἰρήνης. Τὰ πλήθη ἐκραύγαζον ὑπὲρ τῆς εἰρήνης καὶ τῆς ἐλευθερίας, ἡ δὲ ἀστυνομία ἠναγκάσθη νὰ ἐπέμβῃ. <box>787 944 1040 1066</box>
article-body: τῇ ἐκεῖ πατρίδι τῆς χώρας. Ὁ πόλεμος πρέπει νὰ ἐλευθερώσῃ τοὺς Πολωνοὺς ὅτι ὁ Πολωνὸς δὲν ἐννοεῖ νὰ ἀνεχθῇ τὸν ζυγὸν τῶν ξένων. Ὁ ἀντιπρόεδρος τοῦ Ὑπουργικοῦ Συμβουλίου Δρ. Φρίδμπεργκ διεμαρτυρήθη κατὰ τοῦ λόγου τοῦ Πολωνοῦ βουλευτοῦ. <box>787 207 1040 313</box>
bank-title: Η ΕΘΝΙΚΗ ΤΡΑΠΕΖΑ ΤΗΣ ΕΛΛΑΔΟΣ <box>0 1184 232 1199</box>
agent-address: Ἐν Πειραιεῖ Ἀκτὴ Μιαούλη 28 <box>4 930 225 963</box>
article-body: Κατὰ νεωτέρας ἀποφάσεις ὁ ἀρχιστράτηγος κ. Γκυγιὼμ θὰ ἀναχωρήσῃ χθὲς τὴν νύκτα ἀνεβλήθη ἡ ἀναχώρησις του διὰ σήμερον τὸ ἀπόγευμα. Ὁ Βασιλεὺς παραθέτει σήμερον πρόγευμα πρὸς τιμὴν τοῦ ἀρχιστρατήγου. Ἐκλήθησαν δὲ νὰ παρευρεθῶσιν ὁ κ. πρωθυπουργός, ὁ πρεσβευτὴς τῆς Γαλλίας κ. Ντὲ Μπεὺ καὶ ἄλλοι ἐπίσημοι. <box>1058 631 1600 707</box>
article-signature: (Ἐκ τοῦ Ὑπουργείου) <box>370 1490 494 1505</box>
divider <box>524 1347 777 1349</box>
article-heading: ΕΙΡΗΝΟΦΙΛΙΑΙ <box>854 904 973 923</box>
divider <box>1058 535 1600 537</box>
article-date: Ἀθῆναι τῇ 10 Ἰανουαρίου 1918 <box>799 1509 1004 1523</box>
article-date: Ἐν Ἀθήναις, τῇ 7 Ἰανουαρίου 1918. <box>536 1529 771 1544</box>
section-label: ΕΦΗΜΕΡΙΔΕΣ <box>524 905 612 920</box>
